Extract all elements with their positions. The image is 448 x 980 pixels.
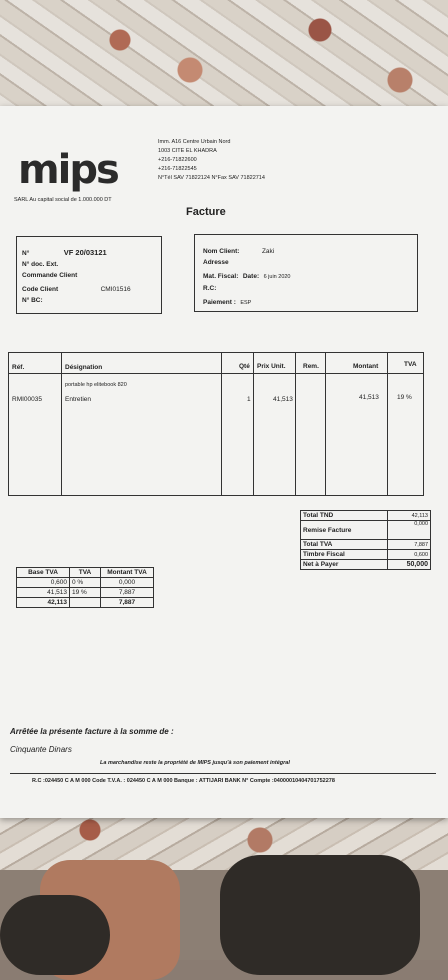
doc-ext-label: N° doc. Ext. <box>22 261 59 268</box>
trousers-left <box>0 895 110 975</box>
mat-fiscal-label: Mat. Fiscal: <box>203 273 239 280</box>
tva-rate: 0 % <box>70 578 101 588</box>
totals-row <box>301 540 431 550</box>
code-client-value: CMI01516 <box>100 286 131 293</box>
tva-header-rate: TVA <box>70 568 101 578</box>
items-table-header-line <box>9 373 423 374</box>
total-value: 7,887 <box>388 540 431 550</box>
tva-row <box>17 588 154 598</box>
items-table <box>8 352 424 496</box>
col-header-designation: Désignation <box>65 364 103 371</box>
item-prix: 41,513 <box>273 396 293 403</box>
tva-montant: 7,887 <box>101 588 154 598</box>
address-line: +216-71822600 <box>158 157 197 163</box>
total-label: Remise Facture <box>301 521 388 540</box>
trousers-right <box>220 855 420 975</box>
totals-row <box>301 511 431 521</box>
col-header-ref: Réf. <box>12 364 25 371</box>
net-payer-value: 50,000 <box>388 560 431 570</box>
background-mosaic-top <box>0 0 448 112</box>
date-label: Date: <box>242 273 260 280</box>
legal-line: R.C :024450 C A M 000 Code T.V.A. : 024450 C A M 000 Banque : ATTIJARI BANK N° Compte :04000010404701752278 <box>32 778 335 784</box>
footer-divider <box>10 773 436 774</box>
tva-table <box>16 567 154 608</box>
tva-base: 41,513 <box>17 588 70 598</box>
address-line: 1003 CITE EL KHADRA <box>158 148 217 154</box>
company-capital: SARL Au capital social de 1.000.000 DT <box>14 197 112 203</box>
address-line: Imm. A16 Centre Urbain Nord <box>158 139 231 145</box>
col-header-rem: Rem. <box>303 363 319 370</box>
total-label: Total TND <box>301 511 388 521</box>
property-note: La marchandise reste la propriété de MIPS jusqu'à son paiement intégral <box>100 760 290 766</box>
payment-value: ESP <box>240 300 252 306</box>
tva-base: 0,600 <box>17 578 70 588</box>
document-title: Facture <box>186 206 226 218</box>
tva-total-montant: 7,887 <box>101 598 154 608</box>
client-info-fields <box>203 243 291 309</box>
total-value: 0,000 <box>388 521 431 540</box>
total-label: Timbre Fiscal <box>301 550 388 560</box>
address-line: +216-71822545 <box>158 166 197 172</box>
invoice-number-label: N° <box>22 250 30 257</box>
total-value: 42,113 <box>388 511 431 521</box>
commande-client-label: Commande Client <box>22 272 78 279</box>
net-payer-label: Net à Payer <box>301 560 388 570</box>
address-line: N°Tél SAV 71822124 N°Fax SAV 71822714 <box>158 175 265 181</box>
tva-rate: 19 % <box>70 588 101 598</box>
amount-in-words: Cinquante Dinars <box>10 745 72 754</box>
tva-total-row <box>17 598 154 608</box>
totals-row <box>301 521 431 540</box>
col-header-qte: Qté <box>239 363 250 370</box>
payment-label: Paiement : <box>203 299 236 306</box>
client-address-label: Adresse <box>203 259 229 266</box>
col-header-prix: Prix Unit. <box>257 363 286 370</box>
total-label: Total TVA <box>301 540 388 550</box>
item-designation: Entretien <box>65 396 92 403</box>
tva-montant: 0,000 <box>101 578 154 588</box>
item-tva: 19 % <box>397 394 412 401</box>
col-header-montant: Montant <box>353 363 379 370</box>
totals-row <box>301 560 431 570</box>
invoice-number-value: VF 20/03121 <box>63 248 107 257</box>
item-ref: RMI00035 <box>12 396 42 403</box>
totals-table <box>300 510 431 570</box>
client-name-value: Zaki <box>261 248 275 255</box>
tva-total-base: 42,113 <box>17 598 70 608</box>
rc-label: R.C: <box>203 285 217 292</box>
tva-header-montant: Montant TVA <box>101 568 154 578</box>
tva-row <box>17 578 154 588</box>
col-header-tva: TVA <box>404 361 417 368</box>
totals-row <box>301 550 431 560</box>
item-designation: portable hp elitebook 820 <box>65 382 127 388</box>
date-value: 6 juin 2020 <box>263 274 291 280</box>
item-qte: 1 <box>247 396 251 403</box>
document-info-fields <box>22 245 131 306</box>
tva-header-base: Base TVA <box>17 568 70 578</box>
arrete-text: Arrêtée la présente facture à la somme de : <box>10 727 174 736</box>
bc-label: N° BC: <box>22 297 43 304</box>
client-name-label: Nom Client: <box>203 248 240 255</box>
mips-logo: mips <box>18 147 118 193</box>
company-address <box>158 138 265 183</box>
code-client-label: Code Client <box>22 286 59 293</box>
item-montant: 41,513 <box>359 394 379 401</box>
total-value: 0,600 <box>388 550 431 560</box>
